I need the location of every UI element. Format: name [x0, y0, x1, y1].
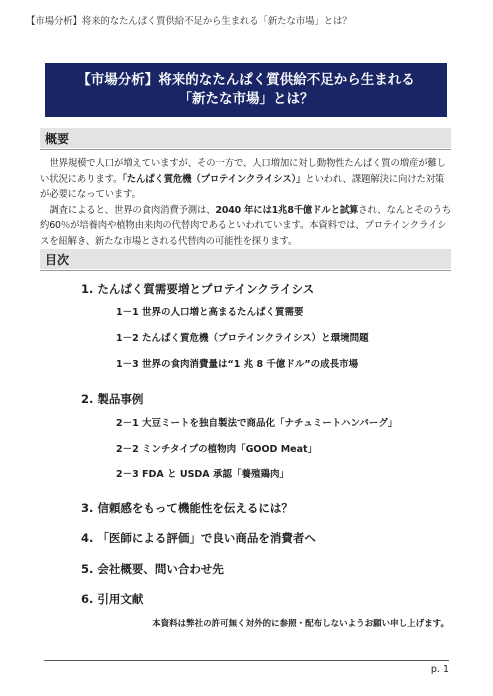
toc-item-5[interactable]: 5. 会社概要、問い合わせ先	[81, 562, 224, 576]
overview-divider	[40, 149, 451, 150]
overview-heading: 概要	[45, 131, 70, 146]
toc-item-2-2[interactable]: 2－2 ミンチタイプの植物肉「GOOD Meat」	[116, 444, 318, 455]
toc-item-1-1[interactable]: 1－1 世界の人口増と高まるたんぱく質需要	[116, 307, 304, 318]
overview-p1-text-b: といわれ、課題解決に向けた対策が必要になっています。	[40, 173, 445, 200]
confidentiality-notice: 本資料は弊社の許可無く対外的に参照・配布しないようお願い申し上げます。	[152, 619, 449, 629]
toc-item-1-3[interactable]: 1－3 世界の食肉消費量は“1 兆 8 千億ドル”の成長市場	[116, 359, 359, 370]
toc-item-2[interactable]: 2. 製品事例	[81, 392, 144, 406]
toc-divider	[40, 270, 451, 271]
toc-item-2-3[interactable]: 2－3 FDA と USDA 承認「養殖鶏肉」	[116, 469, 289, 480]
toc-section-bar	[40, 249, 451, 269]
overview-body	[40, 156, 453, 249]
toc-item-2-1[interactable]: 2－1 大豆ミートを独自製法で商品化「ナチュミートハンバーグ」	[116, 418, 398, 429]
document-header-title: 【市場分析】将来的なたんぱく質供給不足から生まれる「新たな市場」とは？	[26, 16, 352, 27]
overview-p1-bold: 「たんぱく質危機（プロテインクライシス）」	[122, 173, 306, 185]
overview-p1-text-a: 世界規模で人口が増えていますが、その一方で、人口増加に対し動物性たんぱく質の増産が難しい状況にあります。	[40, 158, 446, 185]
title-banner	[45, 63, 447, 117]
overview-paragraph-2	[40, 203, 453, 250]
footer-divider	[44, 660, 449, 661]
overview-section-bar	[40, 128, 451, 148]
overview-p2-bold: 2040 年には1兆8千億ドルと試算	[215, 204, 359, 216]
toc-item-4[interactable]: 4. 「医師による評価」で良い商品を消費者へ	[81, 531, 316, 545]
title-line-2: 「新たな市場」とは？	[178, 91, 314, 107]
toc-item-3[interactable]: 3. 信頼感をもって機能性を伝えるには？	[81, 501, 293, 515]
title-line-1: 【市場分析】将来的なたんぱく質供給不足から生まれる	[77, 72, 415, 88]
overview-paragraph-1	[40, 156, 453, 203]
toc-item-6[interactable]: 6. 引用文献	[81, 592, 144, 606]
toc-item-1[interactable]: 1. たんぱく質需要増とプロテインクライシス	[81, 282, 315, 296]
overview-p2-text-b: され、なんとそのうち約60％が培養肉や植物由来肉の代替肉であるといわれています。本資料では、プロテインクライシスを紐解き、新たな市場とされる代替肉の可能性を探ります。	[40, 204, 452, 247]
overview-p2-text-a: 調査によると、世界の食肉消費予測は、	[49, 204, 216, 216]
toc-heading: 目次	[45, 252, 70, 267]
page-number: p. 1	[430, 664, 449, 675]
toc-item-1-2[interactable]: 1－2 たんぱく質危機（プロテインクライシス）と環境問題	[116, 333, 369, 344]
